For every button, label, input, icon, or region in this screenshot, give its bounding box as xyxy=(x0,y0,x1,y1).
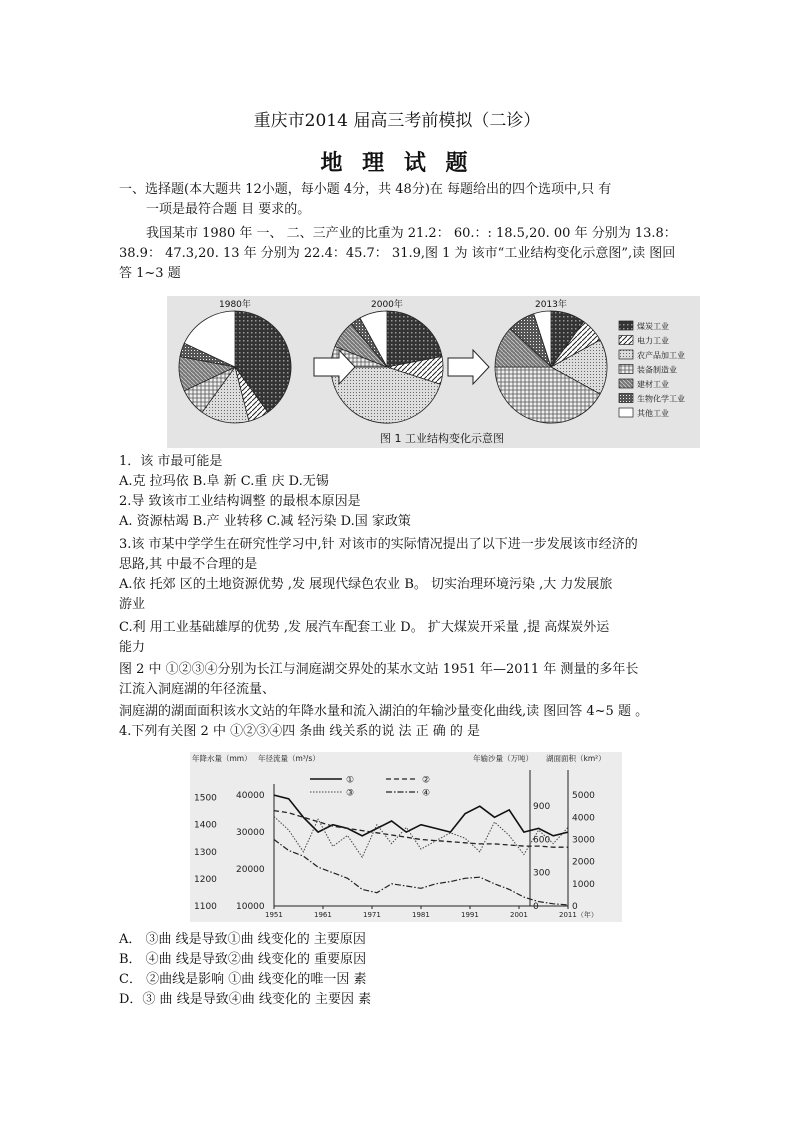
paper-title: 重庆市2014 届高三考前模拟（二诊） xyxy=(253,111,541,131)
question-3-option-cd: C.利 用工业基础雄厚的优势 ,发 展汽车配套工业 D。 扩大煤炭开采量 ,提 高煤炭外运 xyxy=(119,620,610,635)
question-2: 2.导 致该市工业结构调整 的最根本原因是 xyxy=(119,494,361,509)
legend-label: 生物化学工业 xyxy=(637,394,685,404)
area-axis-label: 湖面面积（km²） xyxy=(546,754,606,763)
legend-swatch xyxy=(619,365,633,374)
area-tick-label: 0 xyxy=(572,902,578,912)
rain-tick-label: 1400 xyxy=(194,820,217,831)
question-3-option-ab-cont: 游业 xyxy=(119,597,146,612)
sediment-tick-label: 300 xyxy=(533,868,551,879)
runoff-tick-label: 20000 xyxy=(236,865,265,876)
intro-text-end: 答 1~3 题 xyxy=(119,266,181,281)
rain-tick-label: 1500 xyxy=(194,793,217,804)
runoff-tick-label: 40000 xyxy=(236,791,265,802)
rain-tick-label: 1200 xyxy=(194,874,217,885)
legend-swatch xyxy=(619,321,633,330)
sediment-tick-label: 600 xyxy=(533,835,551,846)
x-tick-label: 2011（年） xyxy=(559,911,598,919)
runoff-axis-label: 年径流量（m³/s） xyxy=(258,754,320,763)
question-2-options: A. 资源枯竭 B.产 业转移 C.减 轻污染 D.国 家政策 xyxy=(119,514,411,529)
area-tick-label: 2000 xyxy=(572,857,595,868)
question-4-option-d: D．③ 曲 线是导致④曲 线变化的 主要因 素 xyxy=(119,992,372,1007)
legend-label: 其他工业 xyxy=(637,409,669,418)
legend-swatch xyxy=(619,379,633,388)
legend-label: ① xyxy=(346,775,355,786)
legend-label: ② xyxy=(422,775,431,786)
sediment-axis-label: 年输沙量（万吨） xyxy=(473,754,533,763)
question-3-cont: 思路,其 中最不合理的是 xyxy=(119,557,258,572)
legend-swatch xyxy=(619,394,633,403)
rain-tick-label: 1300 xyxy=(194,847,217,858)
section-heading: 一、选择题(本大题共 12小题，每小题 4分，共 48分)在 每题给出的四个选项中,只 有 xyxy=(119,182,612,197)
runoff-tick-label: 30000 xyxy=(236,828,265,839)
legend-swatch xyxy=(619,408,633,417)
figure1-pie-charts xyxy=(167,296,700,448)
area-tick-label: 1000 xyxy=(572,879,595,890)
question-3: 3.该 市某中学学生在研究性学习中,针 对该市的实际情况提出了以下进一步发展该市经济的 xyxy=(119,537,638,552)
question-4: 4.下列有关图 2 中 ①②③④四 条曲 线关系的说 法 正 确 的 是 xyxy=(119,724,480,739)
legend-label: ④ xyxy=(422,788,431,799)
figure2-line-chart xyxy=(190,752,622,922)
runoff-tick-label: 10000 xyxy=(236,902,265,912)
legend-label: ③ xyxy=(346,788,355,799)
pie-year-label: 2013年 xyxy=(535,300,567,310)
x-tick-label: 1981 xyxy=(412,911,430,919)
figure2-intro-end: 洞庭湖的湖面面积该水文站的年降水量和流入湖泊的年输沙量变化曲线,读 图回答 4~5 题 。 xyxy=(119,704,649,719)
legend-swatch xyxy=(619,336,633,345)
rain-axis-label: 年降水量（mm） xyxy=(192,754,252,763)
rain-tick-label: 1100 xyxy=(194,902,217,912)
intro-text: 我国某市 1980 年 一、 二、三产业的比重为 21.2： 60.：: 18.5,20. 00 年 分别为 13.8： xyxy=(146,226,677,241)
paper-subtitle: 地 理 试 题 xyxy=(320,150,474,176)
figure2-intro-cont: 江流入洞庭湖的年径流量、 xyxy=(119,682,276,697)
legend-swatch xyxy=(619,350,633,359)
legend-label: 农产品加工业 xyxy=(637,351,685,360)
legend-label: 建材工业 xyxy=(637,380,669,389)
legend-label: 电力工业 xyxy=(637,336,669,346)
x-tick-label: 1991 xyxy=(461,911,479,919)
intro-text-cont: 38.9： 47.3,20. 13 年 分别为 22.4：45.7： 31.9,图 1 为 该市“工业结构变化示意图”,读 图回 xyxy=(119,246,676,261)
section-heading-cont: 一项是最符合题 目 要求的。 xyxy=(146,202,311,217)
sediment-tick-label: 900 xyxy=(533,802,551,813)
sediment-tick-label: 0 xyxy=(533,902,539,912)
x-tick-label: 1951 xyxy=(265,911,283,919)
question-3-option-ab: A.依 托郊 区的土地资源优势 ,发 展现代绿色农业 B。 切实治理环境污染 ,大 力发展旅 xyxy=(119,577,613,592)
legend-label: 煤炭工业 xyxy=(637,322,669,331)
question-1-options: A.克 拉玛依 B.阜 新 C.重 庆 D.无锡 xyxy=(119,474,329,489)
figure1-caption: 图 1 工业结构变化示意图 xyxy=(380,432,504,445)
question-4-option-a: A． ③曲 线是导致①曲 线变化的 主要原因 xyxy=(119,932,366,947)
legend-label: 装备制造业 xyxy=(637,365,677,375)
area-tick-label: 4000 xyxy=(572,813,595,824)
question-1: 1．该 市最可能是 xyxy=(119,454,223,469)
pie-year-label: 1980年 xyxy=(219,300,251,310)
figure2-intro: 图 2 中 ①②③④分别为长江与洞庭湖交界处的某水文站 1951 年—2011 年 测量的多年长 xyxy=(119,662,639,677)
question-4-option-c: C． ②曲线是影响 ①曲 线变化的唯一因 素 xyxy=(119,972,367,987)
pie-year-label: 2000年 xyxy=(371,300,403,310)
x-tick-label: 1961 xyxy=(314,911,332,919)
question-4-option-b: B． ④曲 线是导致②曲 线变化的 重要原因 xyxy=(119,952,367,967)
area-tick-label: 5000 xyxy=(572,791,595,802)
x-tick-label: 2001 xyxy=(510,911,528,919)
area-tick-label: 3000 xyxy=(572,835,595,846)
x-tick-label: 1971 xyxy=(363,911,381,919)
question-3-option-cd-cont: 能力 xyxy=(119,640,146,655)
